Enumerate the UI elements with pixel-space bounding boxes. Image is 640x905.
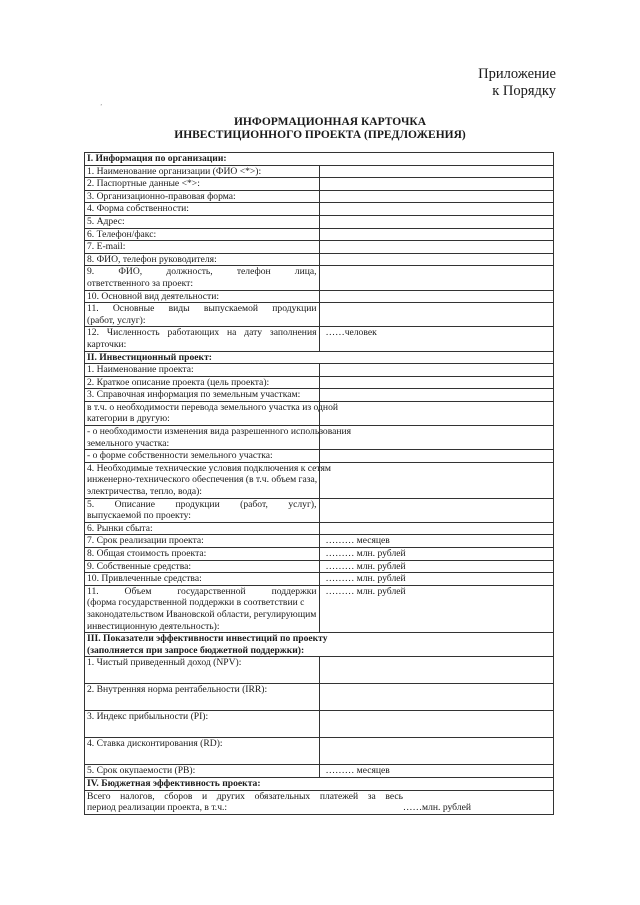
efficiency-row-1-label: 1. Чистый приведенный доход (NPV):	[85, 657, 320, 684]
org-row-4-label: 4. Форма собственности:	[85, 203, 320, 216]
project-row-4-label: в т.ч. о необходимости перевода земельного участка из одной категории в другую:	[85, 401, 320, 425]
org-row-2-label: 2. Паспортные данные <*>:	[85, 178, 320, 191]
project-row-1	[85, 364, 554, 377]
project-row-14	[85, 585, 554, 632]
efficiency-row-4	[85, 738, 554, 765]
project-row-6-value[interactable]	[319, 450, 554, 463]
scan-mark: ʼ	[100, 103, 103, 111]
project-row-9-label: 6. Рынки сбыта:	[85, 522, 320, 535]
section-organization	[85, 153, 554, 166]
org-row-11-value[interactable]	[319, 303, 554, 327]
project-row-7	[85, 462, 554, 498]
project-row-11-label: 8. Общая стоимость проекта:	[85, 548, 320, 561]
section-budget-label: IV. Бюджетная эффективность проекта:	[85, 777, 554, 790]
project-row-10-value[interactable]: ……… месяцев	[319, 535, 554, 548]
org-row-2	[85, 178, 554, 191]
project-row-2-value[interactable]	[319, 376, 554, 389]
section-organization-label: I. Информация по организации:	[85, 153, 554, 166]
org-row-1-value[interactable]	[319, 165, 554, 178]
org-row-6	[85, 228, 554, 241]
budget-line-1: Всего налогов, сборов и других обязательных платежей за весь	[87, 790, 403, 802]
project-row-12-value[interactable]: ……… млн. рублей	[319, 560, 554, 573]
project-row-3-label: 3. Справочная информация по земельным участкам:	[85, 389, 320, 402]
efficiency-row-2-label: 2. Внутренняя норма рентабельности (IRR):	[85, 684, 320, 711]
project-row-2	[85, 376, 554, 389]
project-row-1-value[interactable]	[319, 364, 554, 377]
project-row-11-value[interactable]: ……… млн. рублей	[319, 548, 554, 561]
org-row-8-value[interactable]	[319, 253, 554, 266]
project-row-13	[85, 573, 554, 586]
project-row-5-value[interactable]	[319, 426, 554, 450]
project-row-11	[85, 548, 554, 561]
project-row-7-label: 4. Необходимые технические условия подключения к сетям инженерно-технического обеспечения (в т.ч. объем газа, электричества, тепло, вода):	[85, 462, 320, 498]
project-row-14-label: 11. Объем государственной поддержки (форма государственной поддержки в соответствии с законодательством Ивановской области, регулирующим инвестиционную деятельность):	[85, 585, 320, 632]
section-budget	[85, 777, 554, 790]
project-row-7-value[interactable]	[319, 462, 554, 498]
project-row-6-label: - о форме собственности земельного участка:	[85, 450, 320, 463]
efficiency-row-4-value[interactable]	[319, 738, 554, 765]
project-row-13-label: 10. Привлеченные средства:	[85, 573, 320, 586]
project-row-8-label: 5. Описание продукции (работ, услуг), выпускаемой по проекту:	[85, 498, 320, 522]
org-row-10	[85, 290, 554, 303]
project-row-10-label: 7. Срок реализации проекта:	[85, 535, 320, 548]
org-row-8-label: 8. ФИО, телефон руководителя:	[85, 253, 320, 266]
budget-row	[85, 790, 554, 814]
project-row-4-value[interactable]	[319, 401, 554, 425]
org-row-10-label: 10. Основной вид деятельности:	[85, 290, 320, 303]
project-row-8	[85, 498, 554, 522]
org-row-4-value[interactable]	[319, 203, 554, 216]
project-row-6	[85, 450, 554, 463]
org-row-5-value[interactable]	[319, 215, 554, 228]
project-row-5-label: - о необходимости изменения вида разрешенного использования земельного участка:	[85, 426, 320, 450]
org-row-3-value[interactable]	[319, 190, 554, 203]
efficiency-row-2-value[interactable]	[319, 684, 554, 711]
org-row-7-label: 7. E-mail:	[85, 241, 320, 254]
org-row-7	[85, 241, 554, 254]
org-row-5	[85, 215, 554, 228]
budget-value[interactable]: ……млн. рублей	[402, 802, 471, 814]
efficiency-row-4-label: 4. Ставка дисконтирования (RD):	[85, 738, 320, 765]
info-card-table	[84, 152, 554, 815]
efficiency-row-1	[85, 657, 554, 684]
org-row-11-label: 11. Основные виды выпускаемой продукции (работ, услуг):	[85, 303, 320, 327]
appendix-label	[478, 66, 556, 100]
project-row-8-value[interactable]	[319, 498, 554, 522]
document-title	[0, 116, 640, 142]
efficiency-row-3-value[interactable]	[319, 711, 554, 738]
org-row-8	[85, 253, 554, 266]
org-row-3-label: 3. Организационно-правовая форма:	[85, 190, 320, 203]
project-row-3	[85, 389, 554, 402]
org-row-9	[85, 266, 554, 290]
project-row-2-label: 2. Краткое описание проекта (цель проекта):	[85, 376, 320, 389]
project-row-1-label: 1. Наименование проекта:	[85, 364, 320, 377]
title-line-1: ИНФОРМАЦИОННАЯ КАРТОЧКА	[233, 116, 427, 128]
project-row-9-value[interactable]	[319, 522, 554, 535]
efficiency-row-5-label: 5. Срок окупаемости (PB):	[85, 765, 320, 778]
project-row-12-label: 9. Собственные средства:	[85, 560, 320, 573]
org-row-3	[85, 190, 554, 203]
project-row-14-value[interactable]: ……… млн. рублей	[319, 585, 554, 632]
org-row-7-value[interactable]	[319, 241, 554, 254]
org-row-1	[85, 165, 554, 178]
org-row-4	[85, 203, 554, 216]
budget-line-2: период реализации проекта, в т.ч.:	[87, 802, 228, 814]
efficiency-row-1-value[interactable]	[319, 657, 554, 684]
efficiency-row-3	[85, 711, 554, 738]
org-row-1-label: 1. Наименование организации (ФИО <*>):	[85, 165, 320, 178]
org-row-6-value[interactable]	[319, 228, 554, 241]
org-row-12	[85, 327, 554, 351]
org-row-12-value[interactable]: ……человек	[319, 327, 554, 351]
efficiency-row-2	[85, 684, 554, 711]
project-row-9	[85, 522, 554, 535]
efficiency-row-3-label: 3. Индекс прибыльности (PI):	[85, 711, 320, 738]
org-row-9-value[interactable]	[319, 266, 554, 290]
org-row-10-value[interactable]	[319, 290, 554, 303]
section-efficiency-label: III. Показатели эффективности инвестиций по проекту (заполняется при запросе бюджетной поддержки):	[85, 633, 554, 657]
project-row-3-value[interactable]	[319, 389, 554, 402]
org-row-12-label: 12. Численность работающих на дату заполнения карточки:	[85, 327, 320, 351]
org-row-6-label: 6. Телефон/факс:	[85, 228, 320, 241]
appendix-line-1: Приложение	[478, 66, 556, 82]
org-row-2-value[interactable]	[319, 178, 554, 191]
title-line-2: ИНВЕСТИЦИОННОГО ПРОЕКТА (ПРЕДЛОЖЕНИЯ)	[174, 129, 466, 141]
section-project	[85, 351, 554, 364]
section-project-label: II. Инвестиционный проект:	[85, 351, 554, 364]
appendix-line-2: к Порядку	[492, 83, 556, 99]
project-row-5	[85, 426, 554, 450]
project-row-10	[85, 535, 554, 548]
org-row-9-label: 9. ФИО, должность, телефон лица, ответственного за проект:	[85, 266, 320, 290]
efficiency-row-5	[85, 765, 554, 778]
section-efficiency	[85, 633, 554, 657]
project-row-12	[85, 560, 554, 573]
efficiency-row-5-value[interactable]: ……… месяцев	[319, 765, 554, 778]
org-row-5-label: 5. Адрес:	[85, 215, 320, 228]
project-row-13-value[interactable]: ……… млн. рублей	[319, 573, 554, 586]
org-row-11	[85, 303, 554, 327]
project-row-4	[85, 401, 554, 425]
budget-row-label	[85, 790, 554, 814]
